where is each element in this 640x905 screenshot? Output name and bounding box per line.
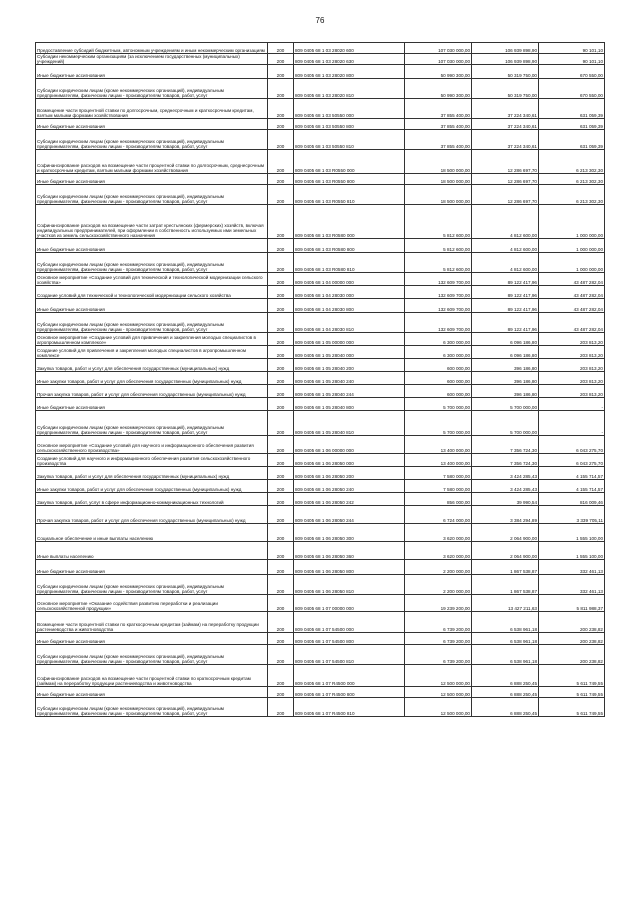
approved-amount-cell: 2 200 000,00 [405,575,472,595]
approved-amount-cell: 107 030 000,00 [405,43,472,54]
executed-amount-cell: 6 096 186,80 [472,346,539,359]
classification-code-cell: 809 0405 68 1 05 00000 000 [294,333,405,346]
executed-amount-cell: 6 538 961,18 [472,633,539,645]
table-row [36,612,605,633]
approved-amount-cell: 37 855 400,00 [405,119,472,130]
approved-amount-cell: 2 200 000,00 [405,560,472,575]
expense-name-cell: Иные бюджетные ассигнования [36,174,268,185]
table-row [36,185,605,205]
line-code-cell: 200 [268,185,294,205]
expense-name-cell: Субсидии юридическим лицам (кроме некоммерческих организаций), индивидуальным предпринимателям, физическим лицам - производителям товаров, работ, услуг [36,645,268,665]
approved-amount-cell: 5 812 600,00 [405,205,472,239]
expense-name-cell: Закупка товаров, работ, услуг в сфере информационно-коммуникационных технологий [36,493,268,506]
table-row [36,346,605,359]
approved-amount-cell: 12 500 000,00 [405,665,472,687]
executed-amount-cell: 396 186,80 [472,372,539,385]
classification-code-cell: 809 0405 68 1 05 28040 240 [294,372,405,385]
executed-amount-cell: 6 538 961,18 [472,645,539,665]
approved-amount-cell: 3 620 000,00 [405,524,472,542]
line-code-cell: 200 [268,665,294,687]
line-code-cell: 200 [268,480,294,493]
executed-amount-cell: 3 424 285,43 [472,480,539,493]
approved-amount-cell: 107 030 000,00 [405,54,472,65]
unexecuted-amount-cell: 670 550,00 [539,79,605,99]
table-row [36,687,605,698]
expense-name-cell: Основное мероприятие «Создание условий для научного и информационного обеспечения развития сельскохозяйственного производства» [36,436,268,454]
line-code-cell: 200 [268,436,294,454]
line-code-cell: 200 [268,54,294,65]
unexecuted-amount-cell: 6 043 275,70 [539,454,605,467]
table-row [36,130,605,150]
table-row [36,506,605,524]
expense-name-cell: Закупка товаров, работ и услуг для обеспечения государственных (муниципальных) нужд [36,359,268,372]
unexecuted-amount-cell: 332 461,13 [539,560,605,575]
unexecuted-amount-cell: 5 611 749,55 [539,665,605,687]
classification-code-cell: 809 0405 68 1 05 28040 810 [294,411,405,436]
unexecuted-amount-cell: 631 059,39 [539,130,605,150]
table-row [36,524,605,542]
classification-code-cell: 809 0405 68 1 03 28020 600 [294,43,405,54]
executed-amount-cell: 5 700 000,00 [472,398,539,411]
classification-code-cell: 809 0405 68 1 03 R0580 810 [294,253,405,273]
executed-amount-cell: 106 939 898,90 [472,54,539,65]
approved-amount-cell: 5 812 600,00 [405,239,472,253]
executed-amount-cell: 3 384 294,89 [472,506,539,524]
approved-amount-cell: 132 609 700,00 [405,313,472,333]
approved-amount-cell: 6 739 200,00 [405,612,472,633]
expense-name-cell: Возмещение части процентной ставки по краткосрочным кредитам (займам) на переработку продукции растениеводства и животноводства [36,612,268,633]
expense-name-cell: Субсидии юридическим лицам (кроме некоммерческих организаций), индивидуальным предпринимателям, физическим лицам - производителям товаров, работ, услуг [36,130,268,150]
executed-amount-cell: 37 224 340,61 [472,99,539,119]
executed-amount-cell: 2 064 900,00 [472,542,539,560]
expense-name-cell: Создание условий для привлечения и закрепления молодых специалистов в агропромышленном комплексе [36,346,268,359]
classification-code-cell: 809 0405 68 1 06 28050 240 [294,480,405,493]
unexecuted-amount-cell: 816 009,46 [539,493,605,506]
approved-amount-cell: 7 580 000,00 [405,480,472,493]
expense-name-cell: Субсидии некоммерческим организациям (за исключением государственных (муниципальных) учреждений) [36,54,268,65]
classification-code-cell: 809 0405 68 1 03 50550 810 [294,130,405,150]
line-code-cell: 200 [268,79,294,99]
table-row [36,253,605,273]
approved-amount-cell: 132 609 700,00 [405,299,472,313]
line-code-cell: 200 [268,119,294,130]
line-code-cell: 200 [268,150,294,174]
classification-code-cell: 809 0405 68 1 06 28050 242 [294,493,405,506]
approved-amount-cell: 6 739 200,00 [405,645,472,665]
classification-code-cell: 809 0405 68 1 03 R0550 800 [294,174,405,185]
table-row [36,99,605,119]
table-row [36,560,605,575]
approved-amount-cell: 6 300 000,00 [405,346,472,359]
executed-amount-cell: 3 424 285,43 [472,467,539,480]
executed-amount-cell: 6 538 961,18 [472,612,539,633]
expense-name-cell: Предоставление субсидий бюджетным, автономным учреждениям и иным некоммерческим организациям [36,43,268,54]
unexecuted-amount-cell: 631 059,39 [539,99,605,119]
line-code-cell: 200 [268,174,294,185]
executed-amount-cell: 4 812 600,00 [472,205,539,239]
unexecuted-amount-cell: 1 000 000,00 [539,205,605,239]
line-code-cell: 200 [268,205,294,239]
table-row [36,493,605,506]
classification-code-cell: 809 0405 68 1 07 54500 800 [294,633,405,645]
unexecuted-amount-cell: - [539,411,605,436]
table-row [36,698,605,717]
unexecuted-amount-cell: 3 339 705,11 [539,506,605,524]
executed-amount-cell: 50 319 750,00 [472,79,539,99]
table-row [36,333,605,346]
line-code-cell: 200 [268,313,294,333]
executed-amount-cell: 13 427 211,63 [472,595,539,612]
expense-name-cell: Субсидии юридическим лицам (кроме некоммерческих организаций), индивидуальным предпринимателям, физическим лицам - производителям товаров, работ, услуг [36,79,268,99]
classification-code-cell: 809 0405 68 1 06 28050 200 [294,467,405,480]
executed-amount-cell: 6 888 250,45 [472,698,539,717]
expense-name-cell: Основное мероприятие «Оказание содействия развитию переработки и реализации сельскохозяйственной продукции» [36,595,268,612]
approved-amount-cell: 50 990 300,00 [405,79,472,99]
classification-code-cell: 809 0405 68 1 07 R4500 000 [294,665,405,687]
unexecuted-amount-cell: 200 238,82 [539,645,605,665]
table-row [36,385,605,398]
expense-name-cell: Иные бюджетные ассигнования [36,398,268,411]
classification-code-cell: 809 0405 68 1 06 28050 244 [294,506,405,524]
line-code-cell: 200 [268,286,294,299]
approved-amount-cell: 5 812 600,00 [405,253,472,273]
classification-code-cell: 809 0405 68 1 05 28040 244 [294,385,405,398]
unexecuted-amount-cell: 6 213 302,30 [539,174,605,185]
classification-code-cell: 809 0405 68 1 06 00000 000 [294,436,405,454]
approved-amount-cell: 37 855 400,00 [405,130,472,150]
table-row [36,273,605,286]
line-code-cell: 200 [268,253,294,273]
classification-code-cell: 809 0405 68 1 07 R4500 800 [294,687,405,698]
executed-amount-cell: 4 812 600,00 [472,253,539,273]
classification-code-cell: 809 0405 68 1 04 00000 000 [294,273,405,286]
unexecuted-amount-cell: 203 813,20 [539,372,605,385]
expense-name-cell: Иные бюджетные ассигнования [36,633,268,645]
approved-amount-cell: 37 855 400,00 [405,99,472,119]
table-row [36,480,605,493]
expense-name-cell: Создание условий для технической и технологической модернизации сельского хозяйства [36,286,268,299]
classification-code-cell: 809 0405 68 1 03 28020 800 [294,65,405,79]
classification-code-cell: 809 0405 68 1 07 00000 000 [294,595,405,612]
unexecuted-amount-cell: 631 059,39 [539,119,605,130]
approved-amount-cell: 600 000,00 [405,359,472,372]
table-row [36,595,605,612]
approved-amount-cell: 19 239 200,00 [405,595,472,612]
table-row [36,239,605,253]
line-code-cell: 200 [268,239,294,253]
executed-amount-cell: 6 888 250,45 [472,687,539,698]
expense-name-cell: Основное мероприятие «Создание условий для привлечения и закрепления молодых специалистов в агропромышленном комплексе» [36,333,268,346]
unexecuted-amount-cell: 200 238,82 [539,612,605,633]
classification-code-cell: 809 0405 68 1 04 28030 000 [294,286,405,299]
table-row [36,542,605,560]
unexecuted-amount-cell: 1 000 000,00 [539,239,605,253]
expense-name-cell: Прочая закупка товаров, работ и услуг для обеспечения государственных (муниципальных) нужд [36,385,268,398]
line-code-cell: 200 [268,506,294,524]
table-row [36,359,605,372]
line-code-cell: 200 [268,493,294,506]
line-code-cell: 200 [268,273,294,286]
executed-amount-cell: 37 224 340,61 [472,119,539,130]
table-row [36,286,605,299]
unexecuted-amount-cell: 4 155 714,57 [539,480,605,493]
unexecuted-amount-cell: 1 555 100,00 [539,542,605,560]
unexecuted-amount-cell: 203 813,20 [539,346,605,359]
approved-amount-cell: 18 500 000,00 [405,150,472,174]
line-code-cell: 200 [268,633,294,645]
table-row [36,43,605,54]
classification-code-cell: 809 0405 68 1 03 28020 810 [294,79,405,99]
line-code-cell: 200 [268,130,294,150]
approved-amount-cell: 132 609 700,00 [405,273,472,286]
classification-code-cell: 809 0405 68 1 05 28040 800 [294,398,405,411]
line-code-cell: 200 [268,385,294,398]
executed-amount-cell: 396 186,80 [472,385,539,398]
line-code-cell: 200 [268,542,294,560]
table-row [36,645,605,665]
line-code-cell: 200 [268,612,294,633]
classification-code-cell: 809 0405 68 1 03 R0580 800 [294,239,405,253]
classification-code-cell: 809 0405 68 1 06 28050 300 [294,524,405,542]
expense-name-cell: Софинансирование расходов на возмещение части процентной ставки по краткосрочным кредитам (займам) на переработку продукции растениеводства и животноводства [36,665,268,687]
line-code-cell: 200 [268,411,294,436]
unexecuted-amount-cell: 203 813,20 [539,359,605,372]
approved-amount-cell: 5 700 000,00 [405,398,472,411]
classification-code-cell: 809 0405 68 1 06 28050 810 [294,575,405,595]
line-code-cell: 200 [268,398,294,411]
classification-code-cell: 809 0405 68 1 05 28040 200 [294,359,405,372]
table-row [36,633,605,645]
executed-amount-cell: 39 990,54 [472,493,539,506]
table-row [36,313,605,333]
executed-amount-cell: 7 356 724,30 [472,454,539,467]
approved-amount-cell: 5 700 000,00 [405,411,472,436]
expense-name-cell: Основное мероприятие «Создание условий для технической и технологической модернизации сельского хозяйства» [36,273,268,286]
unexecuted-amount-cell: 5 611 749,55 [539,698,605,717]
expense-name-cell: Прочая закупка товаров, работ и услуг для обеспечения государственных (муниципальных) нужд [36,506,268,524]
table-row [36,65,605,79]
approved-amount-cell: 50 990 300,00 [405,65,472,79]
classification-code-cell: 809 0405 68 1 06 28050 000 [294,454,405,467]
line-code-cell: 200 [268,575,294,595]
approved-amount-cell: 6 724 000,00 [405,506,472,524]
expense-name-cell: Иные бюджетные ассигнования [36,299,268,313]
table-row [36,436,605,454]
classification-code-cell: 809 0405 68 1 03 R0550 000 [294,150,405,174]
line-code-cell: 200 [268,454,294,467]
executed-amount-cell: 6 888 250,45 [472,665,539,687]
classification-code-cell: 809 0405 68 1 03 R0550 810 [294,185,405,205]
classification-code-cell: 809 0405 68 1 07 R4500 810 [294,698,405,717]
unexecuted-amount-cell: 1 555 100,00 [539,524,605,542]
expense-name-cell: Субсидии юридическим лицам (кроме некоммерческих организаций), индивидуальным предпринимателям, физическим лицам - производителям товаров, работ, услуг [36,185,268,205]
table-row [36,411,605,436]
approved-amount-cell: 7 580 000,00 [405,467,472,480]
executed-amount-cell: 1 867 538,87 [472,560,539,575]
approved-amount-cell: 6 739 200,00 [405,633,472,645]
classification-code-cell: 809 0405 68 1 06 28050 360 [294,542,405,560]
approved-amount-cell: 12 500 000,00 [405,698,472,717]
line-code-cell: 200 [268,645,294,665]
executed-amount-cell: 4 812 600,00 [472,239,539,253]
executed-amount-cell: 12 286 697,70 [472,174,539,185]
executed-amount-cell: 37 224 340,61 [472,130,539,150]
budget-execution-table [35,42,605,717]
approved-amount-cell: 13 400 000,00 [405,454,472,467]
unexecuted-amount-cell: 4 155 714,57 [539,467,605,480]
table-row [36,398,605,411]
line-code-cell: 200 [268,698,294,717]
expense-name-cell: Субсидии юридическим лицам (кроме некоммерческих организаций), индивидуальным предпринимателям, физическим лицам - производителям товаров, работ, услуг [36,313,268,333]
unexecuted-amount-cell: 332 461,13 [539,575,605,595]
classification-code-cell: 809 0405 68 1 03 50550 000 [294,99,405,119]
table-row [36,79,605,99]
unexecuted-amount-cell: 203 813,20 [539,333,605,346]
unexecuted-amount-cell: 43 487 282,04 [539,299,605,313]
approved-amount-cell: 6 300 000,00 [405,333,472,346]
table-row [36,174,605,185]
classification-code-cell: 809 0405 68 1 07 54500 000 [294,612,405,633]
classification-code-cell: 809 0405 68 1 03 28020 630 [294,54,405,65]
unexecuted-amount-cell: 200 238,82 [539,633,605,645]
executed-amount-cell: 50 319 750,00 [472,65,539,79]
expense-name-cell: Иные бюджетные ассигнования [36,65,268,79]
executed-amount-cell: 106 939 898,90 [472,43,539,54]
unexecuted-amount-cell: 670 550,00 [539,65,605,79]
table-row [36,54,605,65]
executed-amount-cell: 89 122 417,96 [472,286,539,299]
expense-name-cell: Иные закупки товаров, работ и услуг для обеспечения государственных (муниципальных) нужд [36,372,268,385]
expense-name-cell: Субсидии юридическим лицам (кроме некоммерческих организаций), индивидуальным предпринимателям, физическим лицам - производителям товаров, работ, услуг [36,253,268,273]
expense-name-cell: Возмещение части процентной ставки по долгосрочным, среднесрочным и краткосрочным кредитам, взятым малыми формами хозяйствования [36,99,268,119]
executed-amount-cell: 89 122 417,96 [472,313,539,333]
approved-amount-cell: 18 500 000,00 [405,174,472,185]
line-code-cell: 200 [268,524,294,542]
approved-amount-cell: 13 400 000,00 [405,436,472,454]
expense-name-cell: Иные бюджетные ассигнования [36,687,268,698]
expense-name-cell: Иные бюджетные ассигнования [36,560,268,575]
executed-amount-cell: 6 096 186,80 [472,333,539,346]
page-number: 76 [315,16,325,25]
classification-code-cell: 809 0405 68 1 07 54500 810 [294,645,405,665]
table-row [36,575,605,595]
unexecuted-amount-cell: 90 101,10 [539,54,605,65]
line-code-cell: 200 [268,687,294,698]
expense-name-cell: Социальное обеспечение и иные выплаты населению [36,524,268,542]
executed-amount-cell: 1 867 538,87 [472,575,539,595]
executed-amount-cell: 396 186,80 [472,359,539,372]
line-code-cell: 200 [268,43,294,54]
table-row [36,665,605,687]
approved-amount-cell: 3 620 000,00 [405,542,472,560]
table-body [36,43,605,717]
classification-code-cell: 809 0405 68 1 05 28040 000 [294,346,405,359]
executed-amount-cell: 2 064 900,00 [472,524,539,542]
expense-name-cell: Закупка товаров, работ и услуг для обеспечения государственных (муниципальных) нужд [36,467,268,480]
table-row [36,467,605,480]
unexecuted-amount-cell: 5 611 749,55 [539,687,605,698]
approved-amount-cell: 600 000,00 [405,372,472,385]
executed-amount-cell: 12 286 697,70 [472,150,539,174]
executed-amount-cell: 89 122 417,96 [472,299,539,313]
approved-amount-cell: 12 500 000,00 [405,687,472,698]
approved-amount-cell: 600 000,00 [405,385,472,398]
unexecuted-amount-cell: 43 487 282,04 [539,313,605,333]
table-row [36,454,605,467]
classification-code-cell: 809 0405 68 1 04 28030 800 [294,299,405,313]
expense-name-cell: Иные бюджетные ассигнования [36,239,268,253]
table-row [36,205,605,239]
line-code-cell: 200 [268,346,294,359]
unexecuted-amount-cell: 203 813,20 [539,385,605,398]
approved-amount-cell: 132 609 700,00 [405,286,472,299]
expense-name-cell: Иные закупки товаров, работ и услуг для обеспечения государственных (муниципальных) нужд [36,480,268,493]
expense-name-cell: Субсидии юридическим лицам (кроме некоммерческих организаций), индивидуальным предпринимателям, физическим лицам - производителям товаров, работ, услуг [36,575,268,595]
unexecuted-amount-cell: 90 101,10 [539,43,605,54]
unexecuted-amount-cell: 5 811 988,37 [539,595,605,612]
executed-amount-cell: 12 286 697,70 [472,185,539,205]
line-code-cell: 200 [268,99,294,119]
line-code-cell: 200 [268,560,294,575]
line-code-cell: 200 [268,65,294,79]
executed-amount-cell: 5 700 000,00 [472,411,539,436]
approved-amount-cell: 856 000,00 [405,493,472,506]
unexecuted-amount-cell: 1 000 000,00 [539,253,605,273]
expense-name-cell: Иные бюджетные ассигнования [36,119,268,130]
expense-name-cell: Иные выплаты населению [36,542,268,560]
expense-name-cell: Софинансирование расходов на возмещение части процентной ставки по долгосрочным, среднесрочным и краткосрочным кредитам, взятым малыми формами хозяйствования [36,150,268,174]
table-row [36,119,605,130]
expense-name-cell: Софинансирование расходов на возмещение части затрат крестьянских (фермерских) хозяйств, включая индивидуальных предпринимателей, при оформлении в собственность используемых ими земельных участков из земель сельскохозяйственного назначения [36,205,268,239]
unexecuted-amount-cell: 43 487 282,04 [539,286,605,299]
line-code-cell: 200 [268,595,294,612]
classification-code-cell: 809 0405 68 1 03 50550 800 [294,119,405,130]
line-code-cell: 200 [268,299,294,313]
classification-code-cell: 809 0405 68 1 03 R0580 000 [294,205,405,239]
line-code-cell: 200 [268,333,294,346]
classification-code-cell: 809 0405 68 1 06 28050 800 [294,560,405,575]
executed-amount-cell: 7 356 724,30 [472,436,539,454]
table-row [36,372,605,385]
table-row [36,150,605,174]
unexecuted-amount-cell: 6 213 302,30 [539,185,605,205]
unexecuted-amount-cell: 43 487 282,04 [539,273,605,286]
unexecuted-amount-cell: 6 213 302,30 [539,150,605,174]
expense-name-cell: Субсидии юридическим лицам (кроме некоммерческих организаций), индивидуальным предпринимателям, физическим лицам - производителям товаров, работ, услуг [36,411,268,436]
line-code-cell: 200 [268,372,294,385]
expense-name-cell: Субсидии юридическим лицам (кроме некоммерческих организаций), индивидуальным предпринимателям, физическим лицам - производителям товаров, работ, услуг [36,698,268,717]
expense-name-cell: Создание условий для научного и информационного обеспечения развития сельскохозяйственного производства [36,454,268,467]
line-code-cell: 200 [268,359,294,372]
line-code-cell: 200 [268,467,294,480]
executed-amount-cell: 89 122 417,96 [472,273,539,286]
unexecuted-amount-cell: - [539,398,605,411]
unexecuted-amount-cell: 6 043 275,70 [539,436,605,454]
approved-amount-cell: 18 500 000,00 [405,185,472,205]
table-row [36,299,605,313]
classification-code-cell: 809 0405 68 1 04 28030 810 [294,313,405,333]
